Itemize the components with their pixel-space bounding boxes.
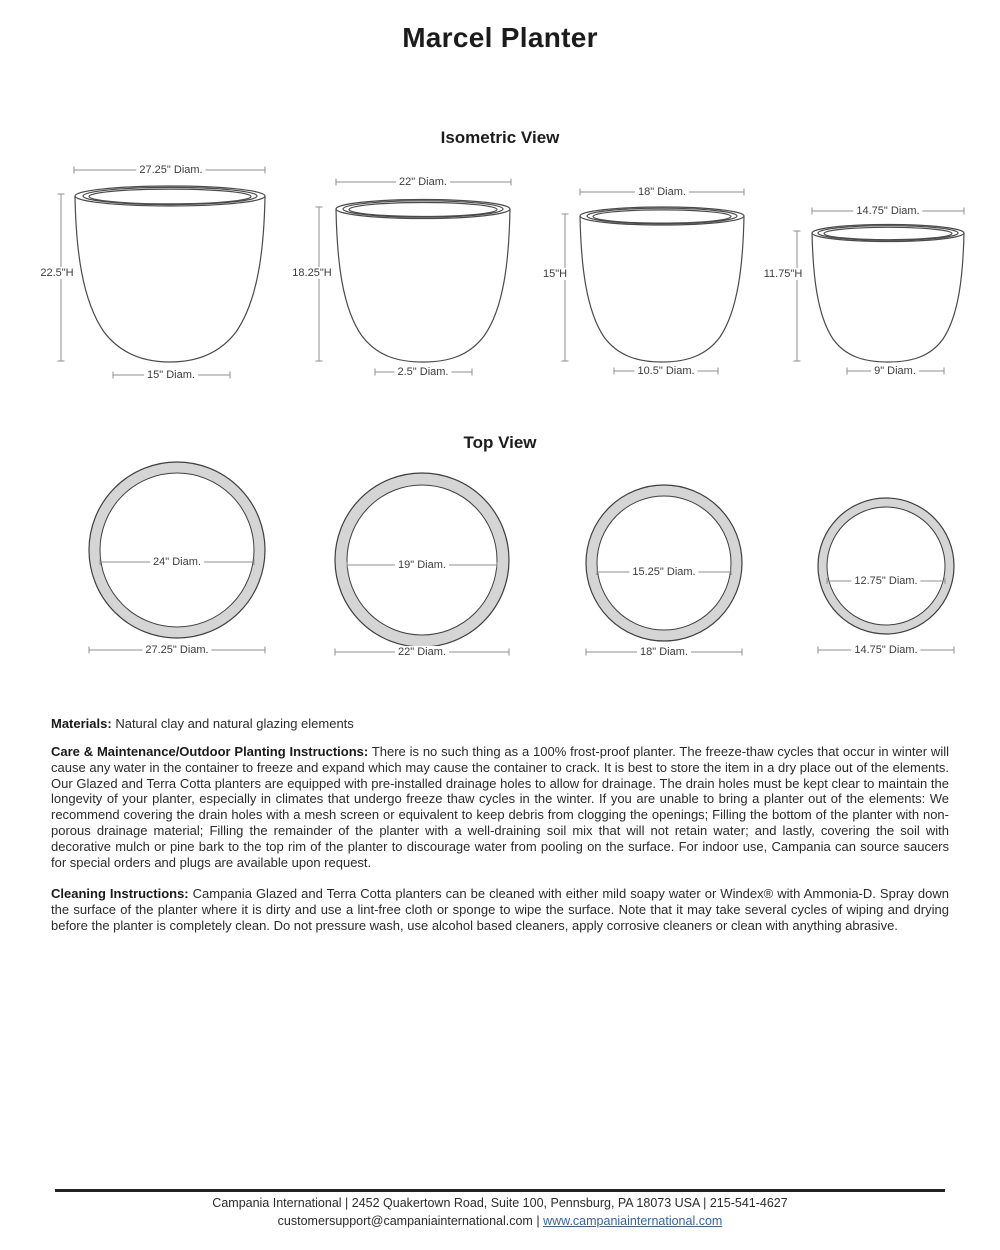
- care-label: Care & Maintenance/Outdoor Planting Instructions:: [51, 744, 369, 759]
- topview-drawing-3: [560, 440, 770, 670]
- pot-opening: [593, 210, 731, 223]
- height-dim-line: [316, 207, 323, 361]
- bottom-diam-label: 9" Diam.: [871, 365, 919, 377]
- planter-figure-4: [763, 160, 990, 390]
- care-text: There is no such thing as a 100% frost-proof planter. The freeze-thaw cycles that occur in winter will cause any water in the container to freeze and expand which may cause the container to crack. It is best to store the item in a dry place out of the elements. Our Glazed and Terra Cotta planters are equipped with pre-installed drainage holes to allow for drainage. The drain holes must be kept clear to maintain the longevity of your planter, especially in climates that undergo freeze thaw cycles in the winter. If you are unable to bring a planter out of the elements: We recommend covering the drain holes with a mesh screen or equivalent to keep debris from clogging the openings; Filling the bottom of the planter with non-porous drainage material; Filling the remainder of the planter with a well-draining soil mix that will not retain water; and lastly, covering the soil with decorative mulch or pine bark to the top rim of the planter to discourage water from pooling on the surface. For indoor use, Campania can source saucers for special orders and plugs are available upon request.: [51, 744, 949, 870]
- pot-body: [336, 209, 510, 362]
- height-label: 22.5"H: [37, 267, 76, 279]
- footer-rule: [55, 1189, 945, 1192]
- inner-diam-label: 12.75" Diam.: [851, 575, 920, 587]
- pot-rim-inner: [83, 187, 257, 204]
- bottom-diam-label: 15" Diam.: [144, 369, 198, 381]
- page-title: Marcel Planter: [402, 22, 598, 53]
- planter-figure-1: [40, 160, 300, 390]
- pot-rim-inner: [343, 201, 503, 217]
- cleaning-text: Campania Glazed and Terra Cotta planters can be cleaned with either mild soapy water or Windex® with Ammonia-D. Spray down the surface of the planter where it is dirty and use a lint-free cloth or sponge to wipe the surface. Note that it may take several cycles of wiping and drying before the planter is completely clean. Do not pressure wash, use alcohol based cleaners, apply corrosive cleaners or clean with anything abrasive.: [51, 886, 949, 933]
- pot-body: [580, 216, 744, 362]
- care-paragraph: [51, 744, 949, 870]
- top-view-heading: Top View: [463, 433, 537, 452]
- pot-opening: [89, 189, 251, 204]
- top-diam-label: 18" Diam.: [635, 186, 689, 198]
- top-diam-label: 14.75" Diam.: [853, 205, 922, 217]
- height-label: 15"H: [540, 268, 570, 280]
- outer-diam-label: 18" Diam.: [637, 646, 691, 658]
- height-label: 11.75"H: [761, 268, 806, 280]
- topview-figure-4: [790, 440, 990, 670]
- pot-body: [75, 196, 265, 362]
- top-diam-label: 22" Diam.: [396, 176, 450, 188]
- pot-body: [812, 233, 964, 362]
- planter-drawing-1: [40, 160, 300, 390]
- footer-separator: |: [532, 1214, 544, 1228]
- height-dim-line: [794, 231, 801, 361]
- topview-drawing-4: [790, 440, 990, 670]
- inner-diam-label: 19" Diam.: [395, 559, 449, 571]
- inner-diam-label: 15.25" Diam.: [629, 566, 698, 578]
- planter-figure-2: [290, 160, 530, 390]
- materials-paragraph: [51, 716, 949, 732]
- bottom-diam-label: 2.5" Diam.: [395, 366, 452, 378]
- pot-opening: [824, 227, 952, 239]
- materials-label: Materials:: [51, 716, 112, 731]
- topview-figure-2: [320, 440, 530, 670]
- cleaning-label: Cleaning Instructions:: [51, 886, 189, 901]
- pot-outline: [336, 200, 510, 363]
- pot-outline: [580, 207, 744, 362]
- height-dim-line: [562, 214, 569, 361]
- pot-opening: [349, 203, 497, 217]
- pot-outline: [75, 186, 265, 362]
- isometric-view-heading: Isometric View: [440, 128, 560, 147]
- footer-address: Campania International | 2452 Quakertown Road, Suite 100, Pennsburg, PA 18073 USA | 215-541-4627: [212, 1196, 788, 1210]
- outer-diam-label: 14.75" Diam.: [851, 644, 920, 656]
- topview-drawing-2: [320, 440, 530, 670]
- bottom-diam-label: 10.5" Diam.: [634, 365, 697, 377]
- pot-outline: [812, 225, 964, 363]
- materials-text: Natural clay and natural glazing elements: [115, 716, 354, 731]
- footer-website-link[interactable]: www.campaniainternational.com: [543, 1214, 723, 1228]
- planter-figure-3: [540, 160, 770, 390]
- outer-diam-label: 27.25" Diam.: [142, 644, 211, 656]
- cleaning-paragraph: [51, 886, 949, 933]
- footer-email: customersupport@campaniainternational.com: [277, 1214, 533, 1228]
- pot-rim-inner: [587, 208, 737, 224]
- topview-figure-3: [560, 440, 770, 670]
- inner-circle: [827, 507, 945, 625]
- outer-diam-label: 22" Diam.: [395, 646, 449, 658]
- inner-circle: [100, 473, 254, 627]
- inner-diam-label: 24" Diam.: [150, 556, 204, 568]
- inner-circle: [597, 496, 731, 630]
- topview-drawing-1: [70, 440, 290, 670]
- topview-figure-1: [70, 440, 290, 670]
- top-diam-label: 27.25" Diam.: [136, 164, 205, 176]
- footer-contact: [0, 1214, 1000, 1228]
- height-label: 18.25"H: [289, 267, 334, 279]
